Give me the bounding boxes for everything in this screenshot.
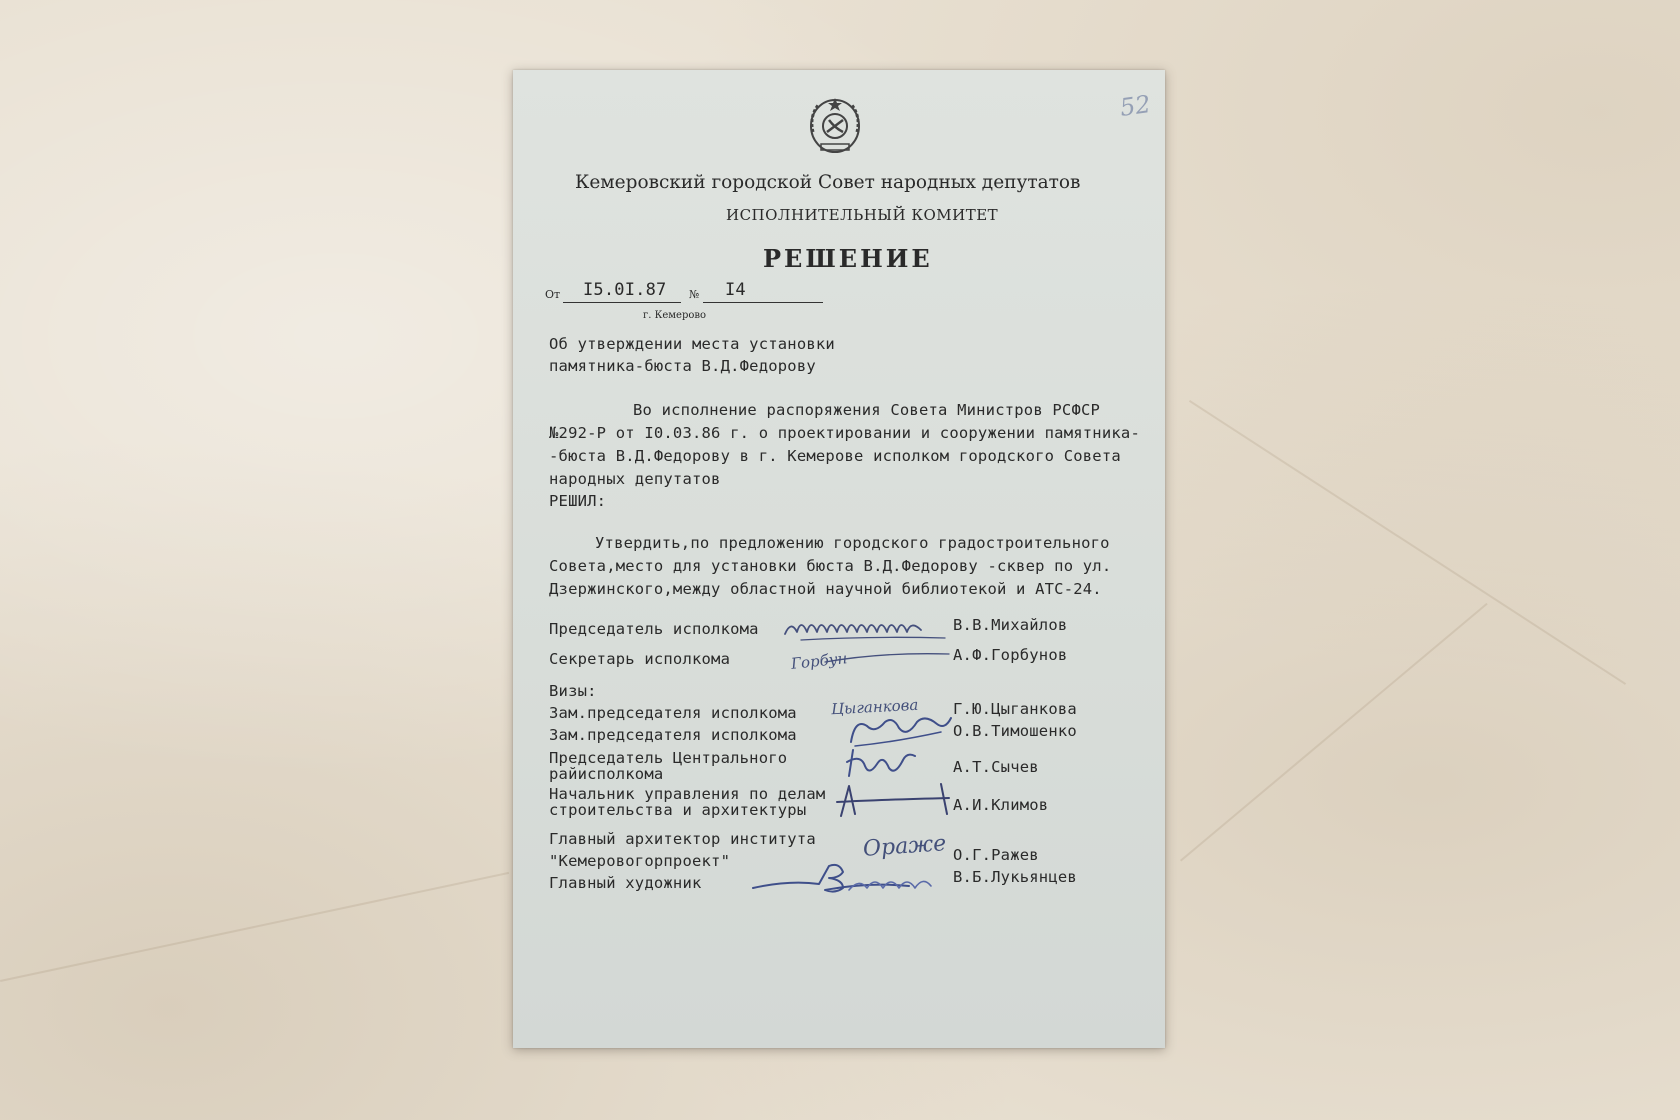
date-value: I5.0I.87 xyxy=(583,280,667,300)
resolved-label: РЕШИЛ: xyxy=(549,492,607,510)
number-value: I4 xyxy=(725,280,746,300)
signature-gorbunov: Горбун xyxy=(790,649,849,673)
decision-line-3: Дзержинского,между областной научной библиотекой и АТС-24. xyxy=(549,580,1102,598)
signature-sychev xyxy=(843,746,923,780)
signature-lukyantsev xyxy=(749,860,959,900)
page-number: 52 xyxy=(1118,90,1153,122)
visa-role-6: Главный художник xyxy=(549,874,702,892)
secretary-role: Секретарь исполкома xyxy=(549,650,731,668)
visa-role-5a: Главный архитектор института xyxy=(549,830,816,848)
visa-role-3a: Председатель Центрального xyxy=(549,749,788,767)
decision-line-2: Совета,место для установки бюста В.Д.Федорову -сквер по ул. xyxy=(549,557,1112,575)
visa-role-4a: Начальник управления по делам xyxy=(549,785,826,803)
paper-crease xyxy=(1189,400,1626,685)
preamble-line-2: №292-Р от I0.03.86 г. о проектировании и сооружении памятника- xyxy=(549,424,1140,442)
decision-document xyxy=(513,70,1165,1048)
visa-role-1: Зам.председателя исполкома xyxy=(549,704,797,722)
subject-line-2: памятника-бюста В.Д.Федорову xyxy=(549,357,816,375)
document-title: РЕШЕНИЕ xyxy=(763,244,933,273)
coat-of-arms-emblem xyxy=(805,92,865,156)
date-line xyxy=(563,302,681,303)
visa-role-3b: райисполкома xyxy=(549,765,664,783)
visa-role-2: Зам.председателя исполкома xyxy=(549,726,797,744)
header-council: Кемеровский городской Совет народных депутатов xyxy=(575,172,1081,193)
visa-name-4: А.И.Климов xyxy=(953,796,1049,814)
number-label: № xyxy=(689,288,700,301)
signature-razhev: Ораже xyxy=(862,831,948,862)
visas-label: Визы: xyxy=(549,682,597,700)
number-line xyxy=(703,302,823,303)
visa-name-6: В.Б.Лукьянцев xyxy=(953,868,1077,886)
visa-name-5: О.Г.Ражев xyxy=(953,846,1039,864)
chairman-name: В.В.Михайлов xyxy=(953,616,1068,634)
signature-gorbunov-stroke xyxy=(823,644,953,668)
preamble-line-3: -бюста В.Д.Федорову в г. Кемерове исполком городского Совета xyxy=(549,447,1121,465)
signature-tsygankova: Цыганкова xyxy=(830,695,919,719)
city-label: г. Кемерово xyxy=(643,310,707,321)
secretary-name: А.Ф.Горбунов xyxy=(953,646,1068,664)
signature-mikhailov xyxy=(781,610,951,644)
paper-crease xyxy=(1180,603,1488,862)
preamble-line-1: Во исполнение распоряжения Совета Министров РСФСР xyxy=(633,401,1101,419)
preamble-line-4: народных депутатов xyxy=(549,470,721,488)
chairman-role: Председатель исполкома xyxy=(549,620,759,638)
decision-line-1: Утвердить,по предложению городского градостроительного xyxy=(595,534,1110,552)
visa-name-2: О.В.Тимошенко xyxy=(953,722,1077,740)
header-committee: ИСПОЛНИТЕЛЬНЫЙ КОМИТЕТ xyxy=(726,206,999,224)
visa-name-1: Г.Ю.Цыганкова xyxy=(953,700,1077,718)
subject-line-1: Об утверждении места установки xyxy=(549,335,835,353)
signature-klimov xyxy=(831,780,955,820)
visa-role-5b: "Кемеровогорпроект" xyxy=(549,852,731,870)
paper-crease xyxy=(0,872,509,982)
date-label: От xyxy=(545,288,561,301)
visa-role-4b: строительства и архитектуры xyxy=(549,801,807,819)
visa-name-3: А.Т.Сычев xyxy=(953,758,1039,776)
